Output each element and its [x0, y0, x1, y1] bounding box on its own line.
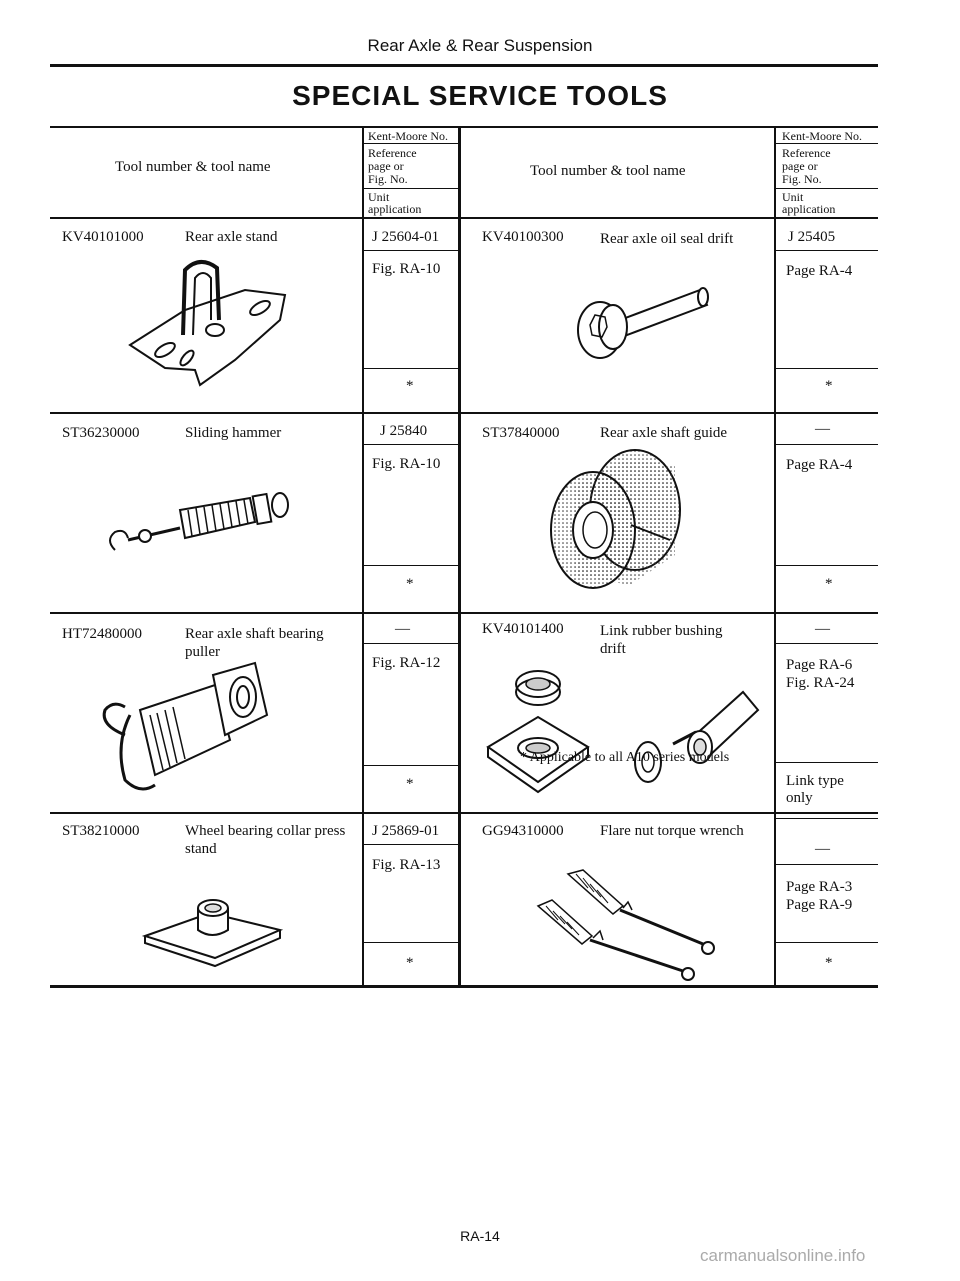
unit-application: *: [406, 776, 414, 792]
reference: Fig. RA-10: [372, 261, 441, 277]
cell-rule: [776, 818, 878, 819]
reference: Page RA-3: [786, 879, 853, 895]
tool-number: HT72480000: [62, 626, 142, 642]
row-divider: [50, 612, 878, 614]
tool-number: GG94310000: [482, 823, 564, 839]
unit-application: *: [406, 955, 414, 971]
page-title: SPECIAL SERVICE TOOLS: [292, 80, 668, 111]
reference: Page RA-4: [786, 457, 853, 473]
header-cell-rule: [776, 188, 878, 189]
unit-application: *: [406, 576, 414, 592]
footnote: * Applicable to all A10 series models: [520, 750, 730, 765]
kent-moore-no: J 25840: [380, 423, 428, 439]
reference: Page RA-9: [786, 897, 853, 913]
kent-moore-no: J 25869-01: [372, 823, 440, 839]
kent-moore-no: J 25405: [788, 229, 836, 245]
reference: Page RA-6: [786, 657, 853, 673]
bearing-puller-icon: [95, 655, 285, 805]
collar-press-stand-icon: [140, 888, 290, 978]
kent-moore-no: J 25604-01: [372, 229, 440, 245]
header-cell-rule: [364, 188, 458, 189]
cell-rule: [776, 643, 878, 644]
unit-application: only: [786, 790, 813, 806]
cell-rule: [364, 368, 458, 369]
unit-application: *: [825, 378, 833, 394]
unit-application: *: [825, 576, 833, 592]
tool-name: Flare nut torque wrench: [600, 823, 744, 839]
tool-name: Rear axle oil seal drift: [600, 231, 734, 247]
header-ref-right: page or: [782, 159, 818, 173]
cell-rule: [776, 565, 878, 566]
cell-rule: [776, 250, 878, 251]
reference: Fig. RA-13: [372, 857, 441, 873]
header-kent-right: Kent-Moore No.: [782, 129, 862, 143]
oil-seal-drift-icon: [565, 275, 715, 365]
rear-axle-stand-icon: [125, 250, 295, 395]
cell-rule: [776, 368, 878, 369]
table-bottom-rule: [50, 985, 878, 988]
table-top-rule: [50, 126, 878, 128]
header-ref-left: page or: [368, 159, 404, 173]
tool-name: Rear axle shaft guide: [600, 425, 728, 441]
watermark: carmanualsonline.info: [700, 1246, 866, 1265]
kent-moore-no: —: [815, 421, 830, 437]
row-divider: [50, 812, 878, 814]
sliding-hammer-icon: [100, 480, 300, 570]
header-unit-right: Unit: [782, 190, 804, 204]
tool-name: Wheel bearing collar press: [185, 823, 346, 839]
tool-number: KV40100300: [482, 229, 564, 245]
tool-number: KV40101000: [62, 229, 144, 245]
column-divider: [362, 126, 364, 986]
header-ref-left: Reference: [368, 146, 417, 160]
tool-number: ST38210000: [62, 823, 140, 839]
cell-rule: [364, 444, 458, 445]
header-rule: [50, 64, 878, 67]
shaft-guide-icon: [545, 445, 695, 605]
torque-wrench-icon: [528, 866, 728, 986]
unit-application: Link type: [786, 773, 844, 789]
tool-name: Rear axle shaft bearing: [185, 626, 324, 642]
cell-rule: [776, 942, 878, 943]
cell-rule: [776, 864, 878, 865]
header-kent-left: Kent-Moore No.: [368, 129, 448, 143]
cell-rule: [364, 844, 458, 845]
page-number: RA-14: [460, 1228, 500, 1244]
header-unit-right: application: [782, 202, 836, 216]
tool-name: Link rubber bushing: [600, 623, 723, 639]
unit-application: *: [825, 955, 833, 971]
header-ref-right: Reference: [782, 146, 831, 160]
cell-rule: [364, 250, 458, 251]
header-cell-rule: [364, 143, 458, 144]
header-tool-left: Tool number & tool name: [115, 159, 271, 175]
kent-moore-no: —: [815, 621, 830, 637]
row-divider: [50, 412, 878, 414]
kent-moore-no: —: [815, 841, 830, 857]
header-ref-left: Fig. No.: [368, 172, 408, 186]
header-cell-rule: [776, 143, 878, 144]
tool-name: stand: [185, 841, 217, 857]
header-ref-right: Fig. No.: [782, 172, 822, 186]
tool-name: Rear axle stand: [185, 229, 278, 245]
tool-name: drift: [600, 641, 626, 657]
section-header: Rear Axle & Rear Suspension: [367, 36, 593, 55]
cell-rule: [776, 762, 878, 763]
tool-number: ST37840000: [482, 425, 560, 441]
cell-rule: [364, 565, 458, 566]
reference: Fig. RA-12: [372, 655, 441, 671]
header-unit-left: application: [368, 202, 422, 216]
table-header-rule: [50, 217, 878, 219]
tool-name: puller: [185, 644, 220, 660]
tool-number: KV40101400: [482, 621, 564, 637]
header-tool-right: Tool number & tool name: [530, 163, 686, 179]
bushing-drift-icon: [478, 662, 768, 807]
unit-application: *: [406, 378, 414, 394]
reference: Fig. RA-24: [786, 675, 855, 691]
cell-rule: [364, 643, 458, 644]
reference: Fig. RA-10: [372, 456, 441, 472]
cell-rule: [364, 765, 458, 766]
reference: Page RA-4: [786, 263, 853, 279]
header-unit-left: Unit: [368, 190, 390, 204]
tool-name: Sliding hammer: [185, 425, 282, 441]
column-divider: [458, 126, 461, 986]
cell-rule: [364, 942, 458, 943]
cell-rule: [776, 444, 878, 445]
tool-number: ST36230000: [62, 425, 140, 441]
column-divider: [774, 126, 776, 986]
kent-moore-no: —: [395, 621, 410, 637]
